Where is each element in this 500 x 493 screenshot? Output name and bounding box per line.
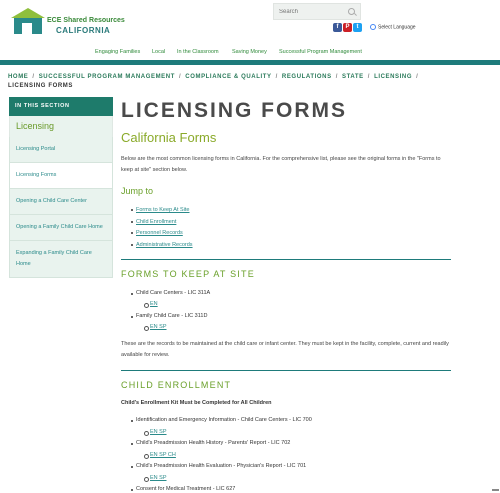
breadcrumb-regulations[interactable]: REGULATIONS (281, 74, 332, 80)
section-divider (121, 259, 451, 260)
sidebar-heading: IN THIS SECTION (9, 97, 113, 116)
language-selector[interactable] (370, 24, 416, 30)
logo-door-shape (22, 23, 32, 34)
sidebar-item-licensing-forms[interactable]: Licensing Forms (9, 163, 113, 189)
list-item-lic-311d: Family Child Care - LIC 311D (136, 313, 208, 319)
breadcrumb-current: LICENSING FORMS (8, 83, 74, 89)
sidebar (9, 97, 113, 278)
search-input[interactable] (279, 7, 344, 17)
main-content (121, 97, 451, 492)
search-icon[interactable] (348, 8, 355, 15)
list-item-lic-311a: Child Care Centers - LIC 311A (136, 290, 211, 296)
enrollment-kit-note: Child's Enrollment Kit Must be Completed for All Children (121, 400, 272, 406)
breadcrumb-home[interactable]: HOME (8, 74, 29, 80)
pinterest-icon[interactable]: P (343, 23, 352, 32)
main-nav (0, 47, 500, 59)
breadcrumb-successful-program-management[interactable]: SUCCESSFUL PROGRAM MANAGEMENT (38, 74, 175, 80)
breadcrumb-separator: / (416, 74, 419, 80)
section-divider (121, 370, 451, 371)
breadcrumb-separator: / (335, 74, 338, 80)
list-item-lic-627: Consent for Medical Treatment - LIC 627 (136, 486, 236, 492)
nav-local[interactable]: Local (152, 49, 166, 55)
jump-link-child-enrollment[interactable]: Child Enrollment (131, 217, 193, 229)
page-title: LICENSING FORMS (121, 99, 348, 122)
records-note: These are the records to be maintained at the child care or infant center. They must be kept in the facility, complete, current and readily available for review. (121, 341, 449, 358)
list-item-lic-700: Identification and Emergency Information - Child Care Centers - LIC 700 (136, 417, 312, 423)
section-title-child-enrollment: CHILD ENROLLMENT (121, 380, 232, 390)
link-lic-701-languages[interactable]: EN SP (150, 475, 167, 481)
sidebar-item-expanding-family-child-care-home[interactable]: Expanding a Family Child Care Home (9, 241, 113, 278)
breadcrumb-separator: / (32, 74, 35, 80)
breadcrumb-licensing[interactable]: LICENSING (374, 74, 413, 80)
jump-to-list (131, 205, 193, 251)
site-logo[interactable] (11, 8, 125, 36)
search-box (273, 3, 361, 20)
nav-saving-money[interactable]: Saving Money (232, 49, 267, 55)
nav-successful-program-management[interactable]: Successful Program Management (279, 49, 362, 55)
logo-roof-shape (11, 8, 45, 18)
nav-divider-bar (0, 60, 500, 65)
link-lic-311d-languages[interactable]: EN SP (150, 324, 167, 330)
link-lic-700-languages[interactable]: EN SP (150, 429, 167, 435)
logo-text-line2: CALIFORNIA (56, 26, 111, 35)
breadcrumb-separator: / (275, 74, 278, 80)
section-title-forms-to-keep: FORMS TO KEEP AT SITE (121, 269, 255, 279)
breadcrumb-compliance-quality[interactable]: COMPLIANCE & QUALITY (185, 74, 272, 80)
intro-text: Below are the most common licensing forms in California. For the comprehensive list, please see the original forms in the "Forms to keep at site" section below. (121, 156, 441, 173)
jump-link-forms-to-keep[interactable]: Forms to Keep At Site (131, 205, 193, 217)
breadcrumb-state[interactable]: STATE (342, 74, 364, 80)
twitter-icon[interactable]: t (353, 23, 362, 32)
facebook-icon[interactable]: f (333, 23, 342, 32)
logo-text-line1: ECE Shared Resources (47, 17, 125, 24)
jump-link-administrative-records[interactable]: Administrative Records (131, 240, 193, 252)
breadcrumb (8, 73, 428, 91)
list-item-lic-701: Child's Preadmission Health Evaluation - Physician's Report - LIC 701 (136, 463, 307, 469)
breadcrumb-separator: / (367, 74, 371, 80)
jump-link-personnel-records[interactable]: Personnel Records (131, 228, 193, 240)
link-lic-702-languages[interactable]: EN SP CH (150, 452, 176, 458)
google-icon (370, 24, 376, 30)
page-subtitle: California Forms (121, 130, 217, 145)
nav-in-the-classroom[interactable]: In the Classroom (177, 49, 219, 55)
scroll-indicator (492, 489, 499, 491)
sidebar-item-opening-child-care-center[interactable]: Opening a Child Care Center (9, 189, 113, 215)
breadcrumb-separator: / (178, 74, 182, 80)
jump-to-heading: Jump to (121, 186, 154, 196)
sidebar-title[interactable]: Licensing (9, 116, 113, 137)
sidebar-item-licensing-portal[interactable]: Licensing Portal (9, 137, 113, 163)
language-selector-label: Select Language (378, 24, 416, 31)
nav-engaging-families[interactable]: Engaging Families (95, 49, 141, 55)
sidebar-item-opening-family-child-care-home[interactable]: Opening a Family Child Care Home (9, 215, 113, 241)
list-item-lic-702: Child's Preadmission Health History - Parents' Report - LIC 702 (136, 440, 291, 446)
link-lic-311a-languages[interactable]: EN (150, 301, 158, 307)
